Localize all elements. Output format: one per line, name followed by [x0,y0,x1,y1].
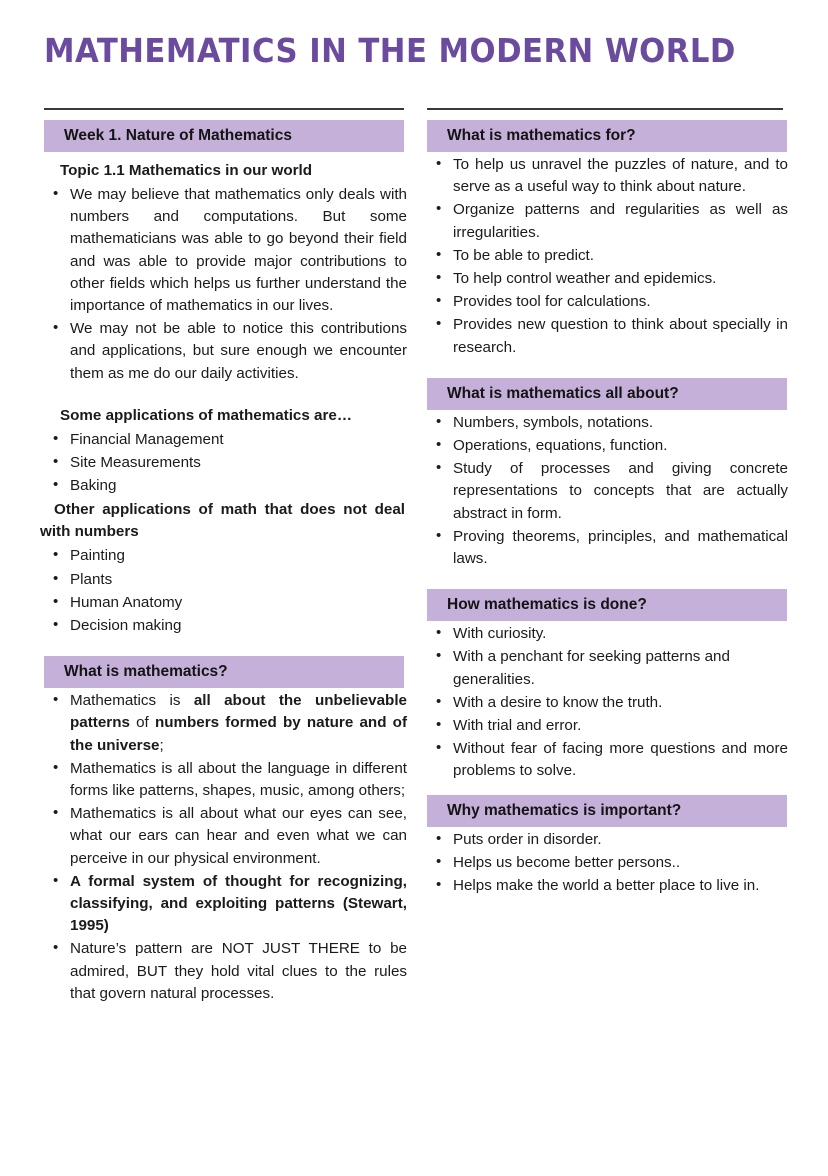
list-item: • Human Anatomy [40,592,407,614]
section-header-week-1: Week 1. Nature of Mathematics [44,120,404,152]
section-header-why-mathematics-is-important: Why mathematics is important? [427,795,787,827]
list-item [40,938,407,1005]
list-item: • We may believe that mathematics only deals with numbers and computations. But some mathematicians was able to go beyond their field and was able to provide major contributions to other fields which helps us further understand the importance of mathematics in our lives. [40,184,407,317]
list-item: • Proving theorems, principles, and mathematical laws. [423,526,788,570]
spacer [423,360,788,378]
list-item: • Provides new question to think about specially in research. [423,314,788,358]
body-text: is [169,692,181,710]
what-for-list [423,154,788,359]
section-header-what-is-mathematics-all-about: What is mathematics all about? [427,378,787,410]
list-item: • With curiosity. [423,623,788,645]
list-item: • Numbers, symbols, notations. [423,412,788,434]
list-item [40,871,407,938]
week-1-bullet-list [40,184,407,385]
list-item: • Organize patterns and regularities as well as irregularities. [423,199,788,243]
emphasis-text: all about the unbelievable patterns [70,692,407,732]
left-column-divider [44,108,404,110]
right-column-divider [427,108,783,110]
list-item [40,803,407,870]
list-item: • Site Measurements [40,452,407,474]
topic-heading-1-1: Topic 1.1 Mathematics in our world [60,162,313,179]
right-column [420,108,828,1006]
list-item [40,690,407,757]
body-text: Mathematics is all about the language in different forms like patterns, shapes, music, among others; [70,759,407,800]
body-text: Mathematics [70,692,170,710]
list-item: • Without fear of facing more questions and more problems to solve. [423,738,788,782]
page-title: MATHEMATICS IN THE MODERN WORLD [44,31,736,70]
all-about-list [423,412,788,570]
body-text: Nature’s pattern are NOT JUST THERE to be admired, BUT they hold vital clues to the rules that govern natural processes. [70,940,407,1002]
applications-heading: Some applications of mathematics are… [60,406,353,424]
spacer [40,386,407,397]
emphasis-text: numbers formed by nature and of the universe [70,714,407,754]
body-text: of [129,714,155,732]
list-item: • We may not be able to notice this contributions and applications, but sure enough we encounter them as me do our daily activities. [40,318,407,385]
spacer [423,571,788,589]
list-item: • Puts order in disorder. [423,829,788,851]
other-applications-list [40,545,407,637]
list-item: • Painting [40,545,407,567]
section-header-what-is-mathematics-for: What is mathematics for? [427,120,787,152]
two-column-body [0,108,828,1006]
list-item: • Baking [40,475,407,497]
list-item: • Decision making [40,615,407,637]
applications-list [40,429,407,498]
how-done-list [423,623,788,782]
list-item: • Provides tool for calculations. [423,291,788,313]
body-text [180,692,193,709]
list-item: • With a penchant for seeking patterns and generalities. [423,646,788,690]
section-header-what-is-mathematics: What is mathematics? [44,656,404,688]
what-is-mathematics-list [40,690,407,1005]
why-important-list [423,829,788,898]
list-item: • Financial Management [40,429,407,451]
list-item: • Plants [40,569,407,591]
spacer [423,784,788,795]
list-item: • With trial and error. [423,715,788,737]
section-header-how-mathematics-is-done: How mathematics is done? [427,589,787,621]
list-item: • With a desire to know the truth. [423,692,788,714]
other-applications-heading: Other applications of math that does not deal with numbers [40,501,405,541]
list-item: • Helps us become better persons.. [423,852,788,874]
list-item [40,758,407,802]
list-item: • Operations, equations, function. [423,435,788,457]
left-column [0,108,420,1006]
list-item: • To be able to predict. [423,245,788,267]
list-item: • Helps make the world a better place to live in. [423,875,788,897]
body-text: Mathematics is all about what our eyes can see, what our ears can hear and even what we can perceive in our physical environment. [70,805,407,867]
emphasis-text: A formal system of thought for recognizing, classifying, and exploiting patterns (Stewart, 1995) [70,872,407,935]
body-text: ; [159,736,164,754]
list-item: • To help us unravel the puzzles of nature, and to serve as a useful way to think about nature. [423,154,788,198]
spacer [40,638,407,656]
list-item: • Study of processes and giving concrete representations to concepts that are actually abstract in form. [423,458,788,525]
list-item: • To help control weather and epidemics. [423,268,788,290]
